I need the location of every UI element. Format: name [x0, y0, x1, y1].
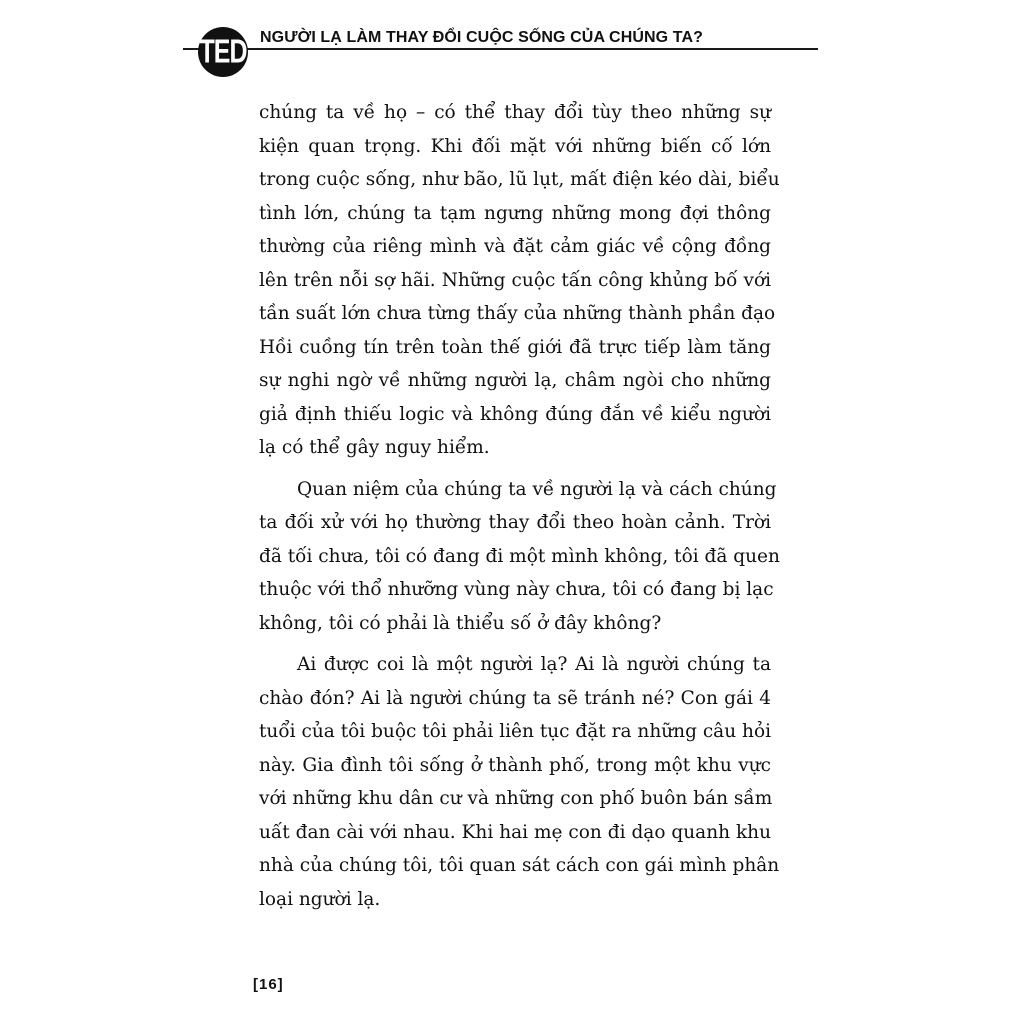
- text-line: tuổi của tôi buộc tôi phải liên tục đặt ra những câu hỏi: [259, 721, 771, 742]
- text-line: chúng ta về họ – có thể thay đổi tùy theo những sự: [259, 102, 771, 123]
- ted-logo-icon: [198, 27, 248, 77]
- header-rule: [183, 48, 818, 50]
- text-line: ta đối xử với họ thường thay đổi theo hoàn cảnh. Trời: [259, 512, 771, 533]
- running-header: [0, 0, 1024, 80]
- page-number: [16]: [253, 976, 284, 993]
- paragraph-3: [259, 648, 780, 916]
- text-line: đã tối chưa, tôi có đang đi một mình không, tôi đã quen: [259, 545, 780, 567]
- text-line: Hồi cuồng tín trên toàn thế giới đã trực tiếp làm tăng: [259, 336, 771, 358]
- chapter-title: NGƯỜI LẠ LÀM THAY ĐỔI CUỘC SỐNG CỦA CHÚNG TA?: [260, 28, 707, 48]
- ted-logo-text: TED: [199, 32, 247, 71]
- text-line: trong cuộc sống, như bão, lũ lụt, mất điện kéo dài, biểu: [259, 169, 780, 190]
- text-line: sự nghi ngờ về những người lạ, châm ngòi cho những: [259, 370, 771, 391]
- text-line: thường của riêng mình và đặt cảm giác về cộng đồng: [259, 236, 771, 257]
- paragraph-1: [259, 96, 780, 465]
- text-line: Quan niệm của chúng ta về người lạ và cách chúng: [297, 478, 777, 500]
- text-line: Ai được coi là một người lạ? Ai là người chúng ta: [297, 654, 771, 675]
- body-text: [259, 96, 780, 916]
- text-line: lạ có thể gây nguy hiểm.: [259, 437, 490, 458]
- paragraph-gap: [259, 640, 771, 648]
- text-line: tần suất lớn chưa từng thấy của những thành phần đạo: [259, 303, 776, 324]
- text-line: tình lớn, chúng ta tạm ngưng những mong đợi thông: [259, 202, 771, 224]
- paragraph-gap: [259, 465, 771, 473]
- text-line: uất đan cài với nhau. Khi hai mẹ con đi dạo quanh khu: [259, 821, 771, 843]
- text-line: nhà của chúng tôi, tôi quan sát cách con gái mình phân: [259, 855, 780, 876]
- text-line: thuộc với thổ nhưỡng vùng này chưa, tôi có đang bị lạc: [259, 579, 774, 600]
- text-line: chào đón? Ai là người chúng ta sẽ tránh né? Con gái 4: [259, 687, 771, 709]
- text-line: giả định thiếu logic và không đúng đắn về kiểu người: [259, 403, 771, 425]
- text-line: loại người lạ.: [259, 888, 381, 910]
- text-line: không, tôi có phải là thiểu số ở đây không?: [259, 612, 662, 634]
- text-line: này. Gia đình tôi sống ở thành phố, trong một khu vực: [259, 754, 771, 776]
- text-line: với những khu dân cư và những con phố buôn bán sầm: [259, 788, 773, 809]
- text-line: kiện quan trọng. Khi đối mặt với những biến cố lớn: [259, 135, 771, 157]
- paragraph-2: [259, 473, 780, 641]
- text-line: lên trên nỗi sợ hãi. Những cuộc tấn công khủng bố với: [259, 269, 771, 291]
